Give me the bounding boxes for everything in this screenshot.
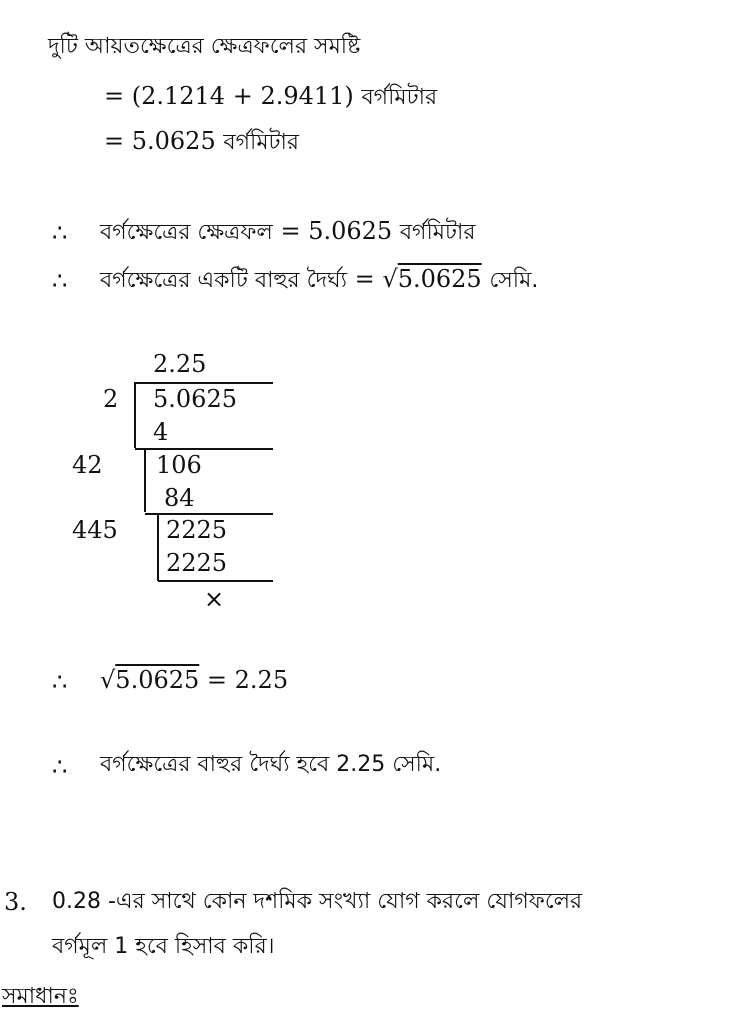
radicand: 5.0625 bbox=[115, 666, 200, 694]
therefore-symbol: ∴ bbox=[52, 219, 68, 247]
therefore-symbol: ∴ bbox=[52, 668, 68, 696]
solution-label: সমাধানঃ bbox=[2, 984, 79, 1009]
sum-line-1-unit: বর্গমিটার bbox=[361, 85, 438, 110]
division-dividend-3: 2225 bbox=[166, 516, 228, 544]
side-length-equals: = bbox=[354, 265, 375, 293]
square-area-unit: বর্গমিটার bbox=[399, 220, 476, 245]
division-subtract-2: 84 bbox=[164, 484, 195, 512]
sum-line-2 bbox=[104, 126, 299, 158]
sum-line-2-equation: = 5.0625 bbox=[104, 127, 216, 155]
division-subtract-1: 4 bbox=[153, 418, 169, 446]
result-value: = 2.25 bbox=[206, 666, 289, 694]
sum-line-2-unit: বর্গমিটার bbox=[223, 130, 300, 155]
problem-number: 3. bbox=[4, 888, 27, 916]
side-length-line bbox=[100, 264, 538, 296]
therefore-symbol: ∴ bbox=[52, 753, 68, 781]
division-bar-3 bbox=[157, 513, 159, 581]
sum-line-1-equation: = (2.1214 + 2.9411) bbox=[104, 82, 354, 110]
radical-sign: √ bbox=[382, 265, 398, 293]
division-divisor-3: 445 bbox=[72, 516, 118, 544]
division-rule-3 bbox=[158, 580, 273, 582]
division-divisor-1: 2 bbox=[103, 385, 119, 413]
division-subtract-3: 2225 bbox=[166, 549, 228, 577]
square-area-line bbox=[100, 216, 475, 248]
division-quotient: 2.25 bbox=[153, 350, 207, 378]
side-length-unit: সেমি. bbox=[489, 268, 539, 293]
square-area-label: বর্গক্ষেত্রের ক্ষেত্রফল bbox=[100, 220, 273, 245]
radical-sign: √ bbox=[100, 666, 116, 694]
side-length-label: বর্গক্ষেত্রের একটি বাহুর দৈর্ঘ্য bbox=[100, 268, 348, 293]
radicand: 5.0625 bbox=[397, 265, 482, 293]
division-end-mark: × bbox=[204, 585, 225, 613]
sum-heading: দুটি আয়তক্ষেত্রের ক্ষেত্রফলের সমষ্টি bbox=[48, 34, 361, 59]
division-bar-1 bbox=[134, 382, 136, 448]
problem-text-line-2: বর্গমূল 1 হবে হিসাব করি। bbox=[52, 934, 275, 959]
square-area-equation: = 5.0625 bbox=[280, 217, 393, 245]
problem-text-line-1: 0.28 -এর সাথে কোন দশমিক সংখ্যা যোগ করলে যোগফলের bbox=[52, 889, 583, 914]
conclusion-text: বর্গক্ষেত্রের বাহুর দৈর্ঘ্য হবে 2.25 সেমি. bbox=[100, 752, 442, 777]
division-divisor-2: 42 bbox=[72, 451, 103, 479]
division-dividend-2: 106 bbox=[156, 451, 202, 479]
therefore-symbol: ∴ bbox=[52, 267, 68, 295]
result-line bbox=[100, 665, 288, 695]
division-bar-2 bbox=[144, 448, 146, 512]
sum-line-1 bbox=[104, 81, 437, 113]
division-dividend-1: 5.0625 bbox=[153, 385, 237, 413]
